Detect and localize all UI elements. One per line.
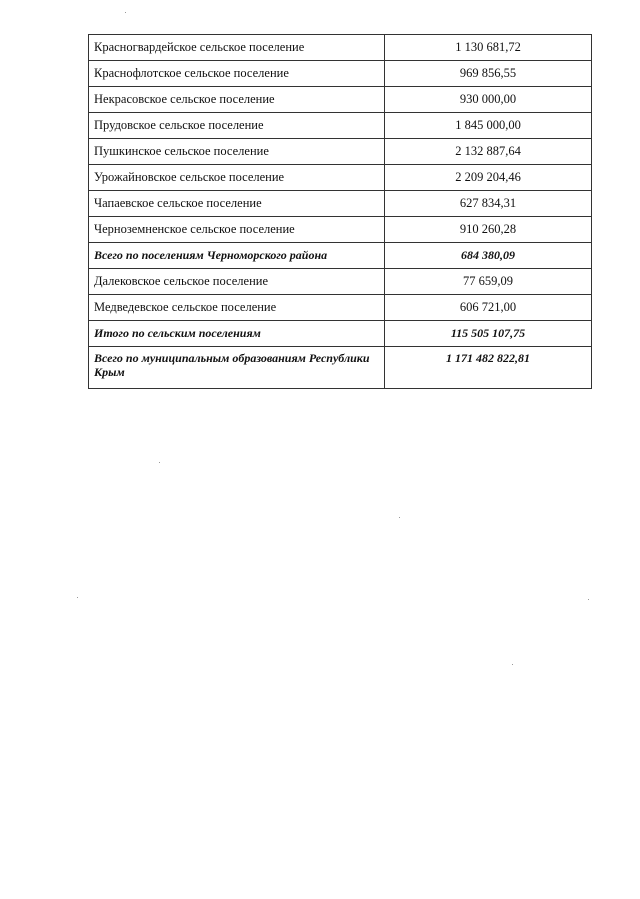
settlement-name-cell: Некрасовское сельское поселение <box>89 87 385 113</box>
table-row <box>89 113 592 139</box>
amount-cell: 930 000,00 <box>385 87 592 113</box>
scan-speck <box>399 517 400 518</box>
table-row <box>89 61 592 87</box>
settlement-name-cell: Краснофлотское сельское поселение <box>89 61 385 87</box>
table-body <box>89 35 592 389</box>
amount-cell: 1 171 482 822,81 <box>385 347 592 389</box>
settlement-name-cell: Всего по поселениям Черноморского района <box>89 243 385 269</box>
scan-speck <box>588 599 589 600</box>
amount-cell: 684 380,09 <box>385 243 592 269</box>
table-row-total <box>89 243 592 269</box>
amount-cell: 2 132 887,64 <box>385 139 592 165</box>
table-row <box>89 87 592 113</box>
amount-cell: 115 505 107,75 <box>385 321 592 347</box>
settlement-name-cell: Пушкинское сельское поселение <box>89 139 385 165</box>
settlement-name-cell: Чапаевское сельское поселение <box>89 191 385 217</box>
settlement-name-cell: Черноземненское сельское поселение <box>89 217 385 243</box>
table-row <box>89 217 592 243</box>
settlement-name-cell: Итого по сельским поселениям <box>89 321 385 347</box>
amount-cell: 1 130 681,72 <box>385 35 592 61</box>
amount-cell: 606 721,00 <box>385 295 592 321</box>
scan-speck <box>125 12 126 13</box>
table-row <box>89 295 592 321</box>
scan-speck <box>512 664 513 665</box>
settlements-budget-table <box>88 34 592 389</box>
settlement-name-cell: Красногвардейское сельское поселение <box>89 35 385 61</box>
table-row-total <box>89 347 592 389</box>
amount-cell: 1 845 000,00 <box>385 113 592 139</box>
amount-cell: 77 659,09 <box>385 269 592 295</box>
table-row <box>89 35 592 61</box>
scan-speck <box>77 597 78 598</box>
settlement-name-cell: Медведевское сельское поселение <box>89 295 385 321</box>
table-row <box>89 139 592 165</box>
amount-cell: 910 260,28 <box>385 217 592 243</box>
table-row-total <box>89 321 592 347</box>
settlement-name-cell: Всего по муниципальным образованиям Республики Крым <box>89 347 385 389</box>
settlement-name-cell: Прудовское сельское поселение <box>89 113 385 139</box>
settlement-name-cell: Урожайновское сельское поселение <box>89 165 385 191</box>
settlement-name-cell: Далековское сельское поселение <box>89 269 385 295</box>
amount-cell: 2 209 204,46 <box>385 165 592 191</box>
amount-cell: 969 856,55 <box>385 61 592 87</box>
amount-cell: 627 834,31 <box>385 191 592 217</box>
table-row <box>89 269 592 295</box>
scan-speck <box>159 462 160 463</box>
table-row <box>89 165 592 191</box>
table-row <box>89 191 592 217</box>
